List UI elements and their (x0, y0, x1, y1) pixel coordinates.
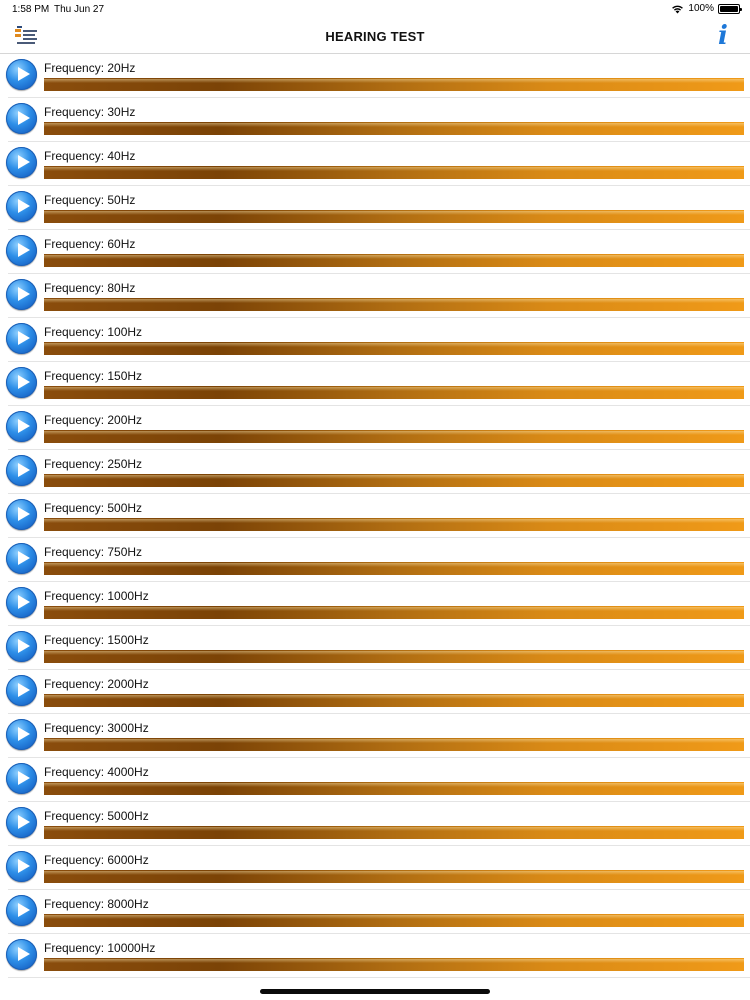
frequency-label: Frequency: 100Hz (44, 325, 143, 339)
bar-shine (44, 79, 744, 83)
frequency-bar[interactable] (44, 254, 744, 267)
page-title: HEARING TEST (325, 29, 425, 44)
bar-shine (44, 167, 744, 171)
frequency-bar[interactable] (44, 694, 744, 707)
list-item (0, 582, 750, 626)
play-triangle (18, 903, 30, 917)
bar-shine (44, 123, 744, 127)
play-icon[interactable] (6, 499, 37, 530)
bar-shine (44, 343, 744, 347)
list-item (0, 406, 750, 450)
play-icon[interactable] (6, 807, 37, 838)
bar-shine (44, 299, 744, 303)
list-item (0, 142, 750, 186)
bar-shine (44, 255, 744, 259)
play-triangle (18, 287, 30, 301)
play-triangle (18, 595, 30, 609)
frequency-label: Frequency: 1500Hz (44, 633, 149, 647)
frequency-bar[interactable] (44, 166, 744, 179)
play-triangle (18, 243, 30, 257)
info-icon[interactable]: i (718, 21, 728, 51)
frequency-label: Frequency: 150Hz (44, 369, 143, 383)
play-icon[interactable] (6, 191, 37, 222)
list-item (0, 846, 750, 890)
battery-icon (718, 4, 740, 14)
frequency-label: Frequency: 3000Hz (44, 721, 149, 735)
bar-shine (44, 695, 744, 699)
list-item (0, 802, 750, 846)
play-triangle (18, 639, 30, 653)
play-icon[interactable] (6, 59, 37, 90)
frequency-label: Frequency: 1000Hz (44, 589, 149, 603)
play-triangle (18, 727, 30, 741)
play-triangle (18, 111, 30, 125)
frequency-bar[interactable] (44, 342, 744, 355)
status-indicators (671, 3, 740, 14)
play-icon[interactable] (6, 763, 37, 794)
wifi-icon (671, 4, 684, 14)
bar-shine (44, 519, 744, 523)
list-item (0, 714, 750, 758)
status-time: 1:58 PM (12, 4, 50, 15)
list-item (0, 494, 750, 538)
play-icon[interactable] (6, 323, 37, 354)
frequency-label: Frequency: 40Hz (44, 149, 136, 163)
list-item (0, 538, 750, 582)
frequency-label: Frequency: 6000Hz (44, 853, 149, 867)
list-item (0, 934, 750, 978)
list-item (0, 318, 750, 362)
frequency-label: Frequency: 50Hz (44, 193, 136, 207)
frequency-label: Frequency: 500Hz (44, 501, 143, 515)
play-icon[interactable] (6, 235, 37, 266)
play-triangle (18, 507, 30, 521)
list-item (0, 362, 750, 406)
play-triangle (18, 551, 30, 565)
frequency-list (0, 54, 750, 978)
frequency-label: Frequency: 2000Hz (44, 677, 149, 691)
play-icon[interactable] (6, 147, 37, 178)
list-item (0, 626, 750, 670)
list-item (0, 98, 750, 142)
play-triangle (18, 331, 30, 345)
home-indicator[interactable] (260, 989, 490, 994)
frequency-bar[interactable] (44, 210, 744, 223)
play-triangle (18, 815, 30, 829)
play-triangle (18, 155, 30, 169)
play-triangle (18, 859, 30, 873)
frequency-bar[interactable] (44, 914, 744, 927)
play-icon[interactable] (6, 675, 37, 706)
bar-shine (44, 475, 744, 479)
frequency-label: Frequency: 10000Hz (44, 941, 156, 955)
bar-shine (44, 387, 744, 391)
list-item (0, 230, 750, 274)
list-item (0, 758, 750, 802)
frequency-bar[interactable] (44, 518, 744, 531)
frequency-label: Frequency: 80Hz (44, 281, 136, 295)
play-triangle (18, 375, 30, 389)
play-triangle (18, 947, 30, 961)
play-triangle (18, 67, 30, 81)
frequency-bar[interactable] (44, 430, 744, 443)
bar-shine (44, 431, 744, 435)
play-icon[interactable] (6, 411, 37, 442)
frequency-bar[interactable] (44, 606, 744, 619)
frequency-label: Frequency: 30Hz (44, 105, 136, 119)
list-item (0, 890, 750, 934)
bar-shine (44, 827, 744, 831)
frequency-bar[interactable] (44, 870, 744, 883)
frequency-bar[interactable] (44, 958, 744, 971)
bar-shine (44, 563, 744, 567)
status-bar (0, 0, 750, 20)
bar-shine (44, 739, 744, 743)
play-icon[interactable] (6, 587, 37, 618)
frequency-bar[interactable] (44, 562, 744, 575)
play-triangle (18, 683, 30, 697)
frequency-bar[interactable] (44, 782, 744, 795)
play-icon[interactable] (6, 631, 37, 662)
play-icon[interactable] (6, 543, 37, 574)
bar-shine (44, 959, 744, 963)
frequency-label: Frequency: 4000Hz (44, 765, 149, 779)
play-icon[interactable] (6, 279, 37, 310)
play-icon[interactable] (6, 895, 37, 926)
frequency-bar[interactable] (44, 298, 744, 311)
frequency-label: Frequency: 8000Hz (44, 897, 149, 911)
play-triangle (18, 419, 30, 433)
list-item (0, 54, 750, 98)
bar-shine (44, 783, 744, 787)
navigation-bar (0, 20, 750, 54)
frequency-label: Frequency: 250Hz (44, 457, 143, 471)
frequency-label: Frequency: 60Hz (44, 237, 136, 251)
bar-shine (44, 651, 744, 655)
frequency-bar[interactable] (44, 826, 744, 839)
frequency-bar[interactable] (44, 78, 744, 91)
frequency-bar[interactable] (44, 122, 744, 135)
frequency-bar[interactable] (44, 386, 744, 399)
bar-shine (44, 607, 744, 611)
play-icon[interactable] (6, 939, 37, 970)
frequency-label: Frequency: 200Hz (44, 413, 143, 427)
list-item (0, 186, 750, 230)
bar-shine (44, 915, 744, 919)
play-triangle (18, 199, 30, 213)
frequency-label: Frequency: 5000Hz (44, 809, 149, 823)
frequency-bar[interactable] (44, 474, 744, 487)
frequency-bar[interactable] (44, 650, 744, 663)
bar-shine (44, 211, 744, 215)
battery-percent: 100% (688, 3, 714, 14)
frequency-bar[interactable] (44, 738, 744, 751)
play-icon[interactable] (6, 455, 37, 486)
status-date: Thu Jun 27 (54, 4, 105, 15)
frequency-label: Frequency: 750Hz (44, 545, 143, 559)
bar-shine (44, 871, 744, 875)
play-triangle (18, 771, 30, 785)
frequency-label: Frequency: 20Hz (44, 61, 136, 75)
list-item (0, 274, 750, 318)
play-icon[interactable] (6, 719, 37, 750)
play-icon[interactable] (6, 103, 37, 134)
play-icon[interactable] (6, 367, 37, 398)
list-item (0, 670, 750, 714)
list-item (0, 450, 750, 494)
play-icon[interactable] (6, 851, 37, 882)
play-triangle (18, 463, 30, 477)
